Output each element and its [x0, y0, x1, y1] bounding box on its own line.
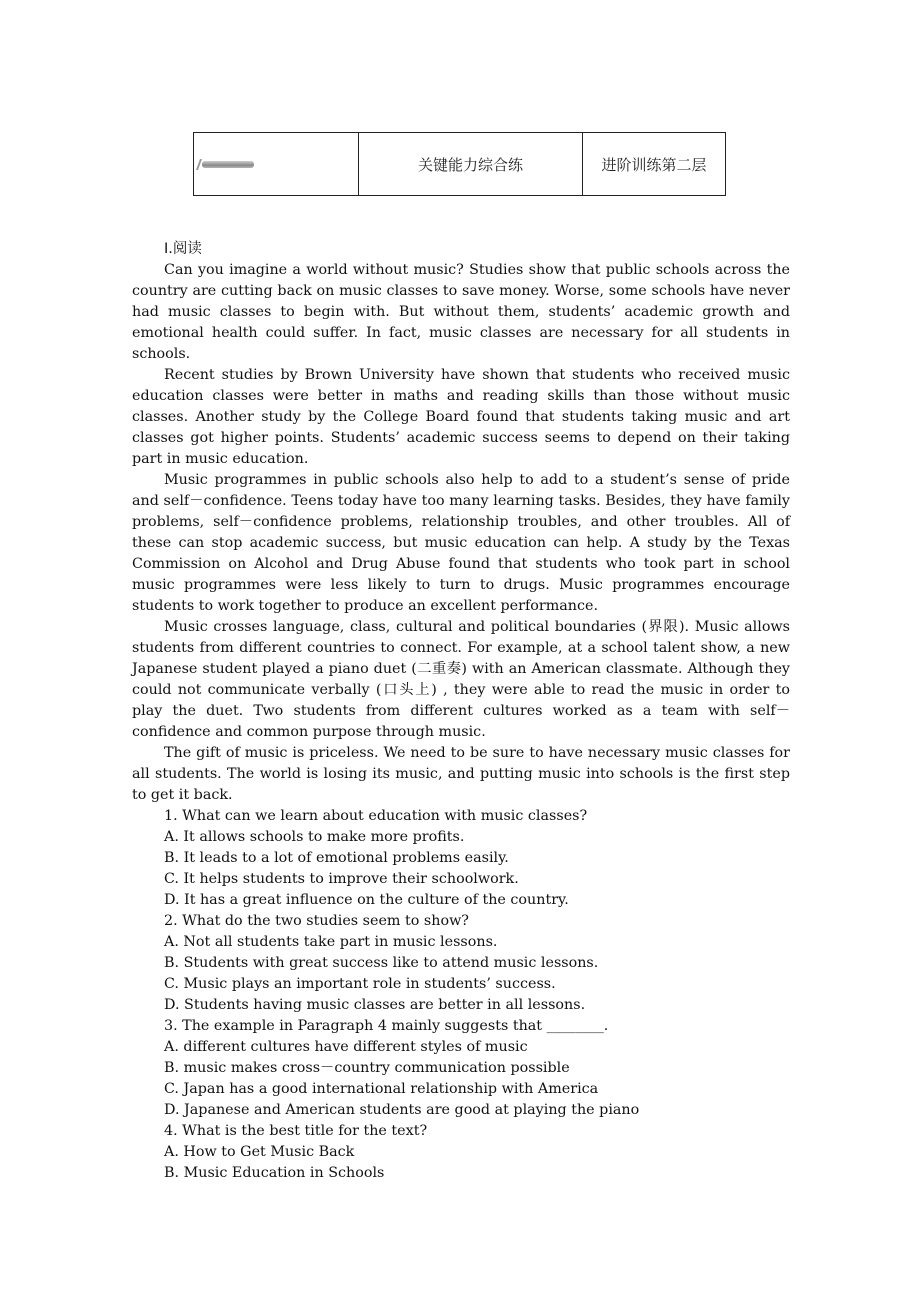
question-stem: 1. What can we learn about education with music classes? [164, 808, 588, 824]
header-level-cell: 进阶训练第二层 [601, 155, 707, 174]
passage-paragraph: Can you imagine a world without music? Studies show that public schools across the country are cutting back on music classes to save money. Worse, some schools have never had music classes to begin with. But without them, students’ academic growth and emotional health could suffer. In fact, music classes are necessary for all students in schools. [132, 262, 790, 362]
question-option: B. It leads to a lot of emotional problems easily. [164, 850, 509, 866]
question-option: D. It has a great influence on the culture of the country. [164, 892, 569, 908]
question-stem: 4. What is the best title for the text? [164, 1123, 428, 1139]
question-option: A. How to Get Music Back [164, 1144, 355, 1160]
logo-bar-icon [202, 161, 254, 168]
header-table [193, 132, 726, 196]
document-body [132, 239, 790, 1184]
question-option: A. different cultures have different styles of music [164, 1039, 528, 1055]
question-option: A. It allows schools to make more profits. [164, 829, 465, 845]
header-title-cell: 关键能力综合练 [359, 133, 583, 195]
question-option: B. Music Education in Schools [164, 1165, 385, 1181]
question-option: C. It helps students to improve their schoolwork. [164, 871, 519, 887]
question-option: A. Not all students take part in music lessons. [164, 934, 498, 950]
question-option: B. Students with great success like to attend music lessons. [164, 955, 599, 971]
question-stem: 3. The example in Paragraph 4 mainly suggests that ________. [164, 1018, 609, 1034]
passage-paragraph: Music programmes in public schools also help to add to a student’s sense of pride and self－confidence. Teens today have too many learning tasks. Besides, they have family problems, self－confidence problems, relationship troubles, and other troubles. All of these can stop academic success, but music education can help. A study by the Texas Commission on Alcohol and Drug Abuse found that students who took part in school music programmes were less likely to turn to drugs. Music programmes encourage students to work together to produce an excellent performance. [132, 472, 790, 614]
passage-paragraph: The gift of music is priceless. We need to be sure to have necessary music classes for all students. The world is losing its music, and putting music into schools is the first step to get it back. [132, 745, 790, 803]
question-option: D. Students having music classes are better in all lessons. [164, 997, 586, 1013]
question-option: D. Japanese and American students are good at playing the piano [164, 1102, 640, 1118]
question-option: C. Music plays an important role in students’ success. [164, 976, 556, 992]
question-option: B. music makes cross－country communication possible [164, 1060, 570, 1076]
passage-paragraph: Recent studies by Brown University have shown that students who received music education classes were better in maths and reading skills than those without music classes. Another study by the College Board found that students taking music and art classes got higher points. Students’ academic success seems to depend on their taking part in music education. [132, 367, 790, 467]
question-option: C. Japan has a good international relationship with America [164, 1081, 599, 1097]
question-stem: 2. What do the two studies seem to show? [164, 913, 469, 929]
header-logo-cell [194, 133, 359, 195]
passage-paragraph: Music crosses language, class, cultural and political boundaries (界限). Music allows students from different countries to connect. For example, at a school talent show, a new Japanese student played a piano duet (二重奏) with an American classmate. Although they could not communicate verbally (口头上) , they were able to read the music in order to play the duet. Two students from different cultures worked as a team with self－confidence and common purpose through music. [132, 619, 790, 740]
section-title: Ⅰ.阅读 [164, 241, 202, 257]
